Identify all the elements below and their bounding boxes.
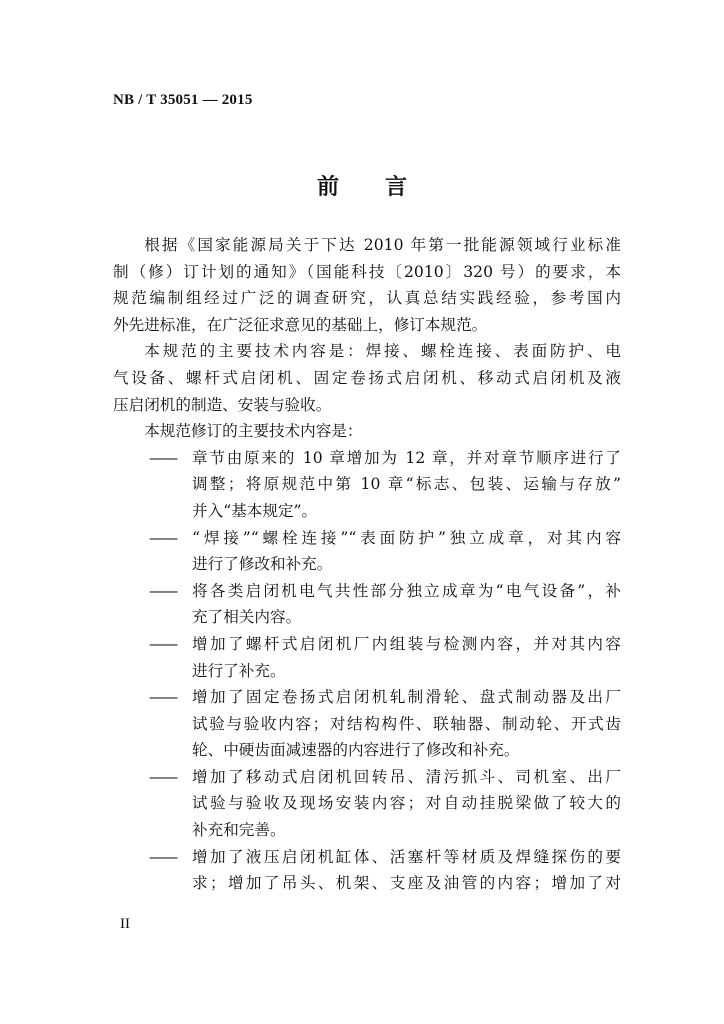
item-dash: ——	[149, 634, 177, 653]
item-dash: ——	[149, 448, 177, 467]
revision-intro-text: 本规范修订的主要技术内容是：	[144, 422, 363, 441]
page-number: II	[120, 916, 130, 932]
main-content-line: 本规范的主要技术内容是：焊接、螺栓连接、表面防护、电	[144, 342, 621, 361]
item-line: 试验与验收及现场安装内容；对自动挂脱梁做了较大的	[192, 794, 621, 813]
page-title	[0, 170, 724, 201]
intro-line: 规范编制组经过广泛的调查研究，认真总结实践经验，参考国内	[113, 289, 621, 308]
revision-item-4	[113, 631, 621, 684]
item-line: 增加了固定卷扬式启闭机轧制滑轮、盘式制动器及出厂	[192, 688, 621, 707]
revision-item-3	[113, 578, 621, 631]
document-body	[113, 232, 621, 897]
revision-item-7	[113, 844, 621, 897]
item-dash: ——	[149, 688, 177, 707]
intro-line: 根据《国家能源局关于下达 2010 年第一批能源领域行业标准	[144, 236, 621, 254]
main-content-line: 气设备、螺杆式启闭机、固定卷扬式启闭机、移动式启闭机及液	[113, 368, 621, 387]
title-char-2: 言	[385, 175, 408, 200]
revision-intro	[113, 418, 621, 445]
item-line: 调整；将原规范中第 10 章“标志、包装、运输与存放”	[192, 475, 621, 494]
item-dash: ——	[149, 581, 177, 600]
revision-item-1	[113, 445, 621, 525]
item-line: 求；增加了吊头、机架、支座及油管的内容；增加了对	[192, 874, 621, 893]
intro-line: 外先进标准，在广泛征求意见的基础上，修订本规范。	[113, 315, 488, 334]
item-line: 试验与验收内容；对结构构件、联轴器、制动轮、开式齿	[192, 714, 621, 733]
item-line: 进行了修改和补充。	[192, 555, 333, 574]
item-line: 将各类启闭机电气共性部分独立成章为“电气设备”，补	[192, 581, 621, 600]
item-line: 并入“基本规定”。	[192, 501, 318, 520]
item-line: 补充和完善。	[192, 821, 286, 840]
item-line: 进行了补充。	[192, 661, 286, 680]
revision-item-2	[113, 525, 621, 578]
item-dash: ——	[149, 847, 177, 866]
main-content-paragraph	[113, 338, 621, 418]
main-content-line: 压启闭机的制造、安装与验收。	[113, 395, 332, 414]
intro-line: 制（修）订计划的通知》（国能科技〔2010〕320 号）的要求，本	[113, 262, 621, 281]
item-line: “焊接”“螺栓连接”“表面防护”独立成章，对其内容	[192, 528, 621, 547]
title-char-1: 前	[316, 175, 339, 200]
item-line: 增加了液压启闭机缸体、活塞杆等材质及焊缝探伤的要	[192, 847, 621, 866]
item-line: 增加了螺杆式启闭机厂内组装与检测内容，并对其内容	[192, 634, 621, 653]
item-line: 增加了移动式启闭机回转吊、清污抓斗、司机室、出厂	[192, 767, 621, 786]
item-line: 充了相关内容。	[192, 608, 302, 627]
item-dash: ——	[149, 767, 177, 786]
item-dash: ——	[149, 528, 177, 547]
item-line: 轮、中硬齿面减速器的内容进行了修改和补充。	[192, 741, 520, 760]
item-line: 章节由原来的 10 章增加为 12 章，并对章节顺序进行了	[192, 448, 621, 467]
intro-paragraph	[113, 232, 621, 338]
revision-item-6	[113, 764, 621, 844]
revision-item-5	[113, 684, 621, 764]
standard-code-header: NB / T 35051 — 2015	[113, 92, 253, 108]
